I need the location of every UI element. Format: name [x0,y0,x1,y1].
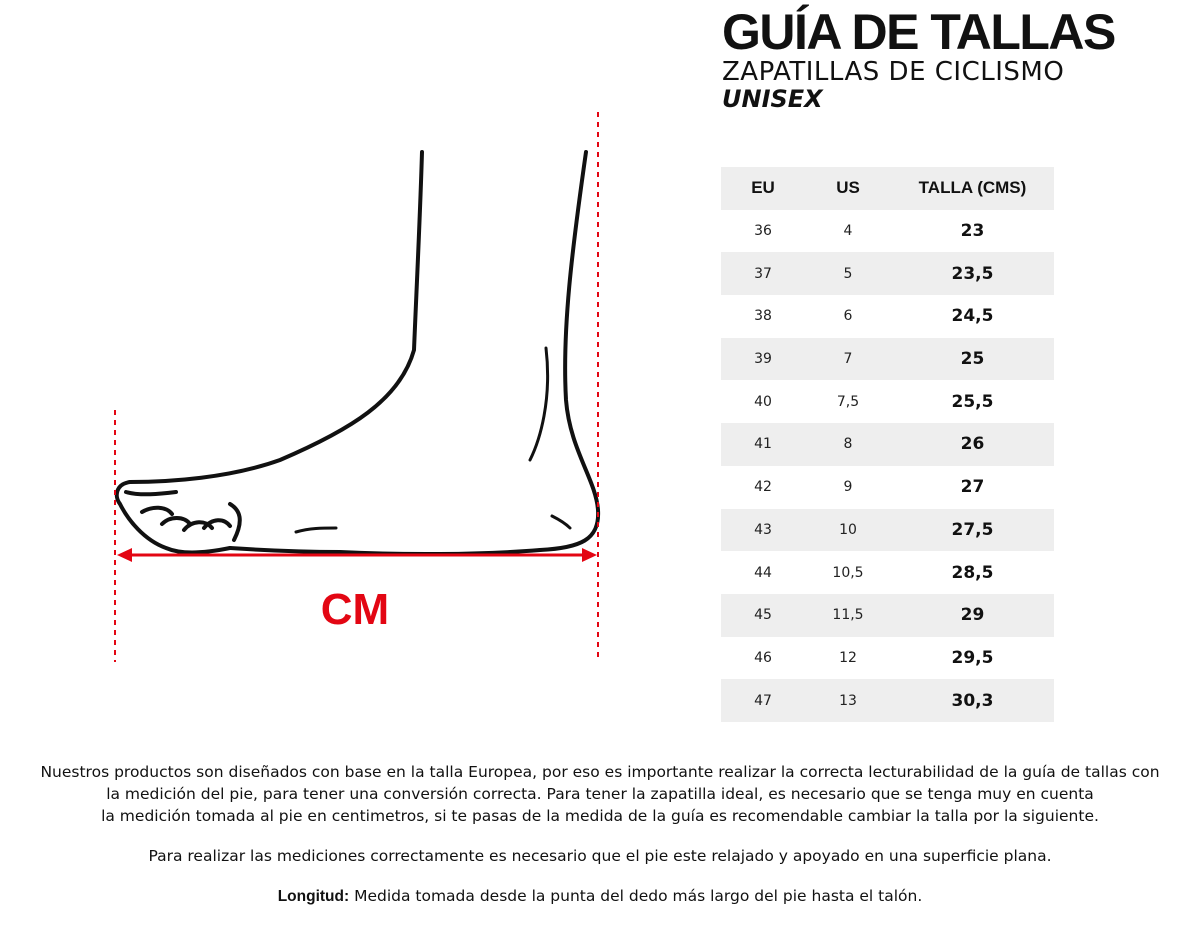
cell-eu: 42 [754,479,772,496]
cell-us: 6 [843,308,853,325]
table-row [721,295,1054,338]
cell-us: 10,5 [832,564,864,581]
cell-us: 8 [843,436,853,453]
cell-eu: 39 [754,351,772,368]
cell-eu: 37 [754,265,772,282]
cell-cms: 28,5 [951,562,994,583]
cell-eu: 38 [754,308,772,325]
cell-cms: 27,5 [951,519,994,540]
cell-us: 11,5 [832,607,864,624]
longitud-note [0,885,1200,908]
size-table [721,167,1054,722]
cell-us: 13 [839,692,857,709]
cell-cms: 26 [960,434,985,455]
table-row [721,466,1054,509]
table-row [721,423,1054,466]
cell-cms: 27 [960,477,985,498]
note-line: Nuestros productos son diseñados con base en la talla Europea, por eso es importante realizar la correcta lecturabilidad de la guía de tallas con [40,763,1160,781]
cell-eu: 45 [754,607,772,624]
cell-eu: 41 [754,436,772,453]
measure-label: CM [320,585,390,634]
cell-us: 7 [843,351,853,368]
cell-eu: 46 [754,649,772,666]
cell-eu: 43 [754,521,772,538]
page-title: GUÍA DE TALLAS [722,4,1115,60]
cell-us: 12 [839,649,857,666]
table-row [721,679,1054,722]
table-row [721,380,1054,423]
cell-cms: 29,5 [951,647,994,668]
longitud-label: Longitud: [277,888,350,905]
note-line: Para realizar las mediciones correctamente es necesario que el pie este relajado y apoyado en una superficie plana. [148,847,1052,865]
cell-us: 5 [843,265,853,282]
cell-eu: 36 [754,223,772,240]
cell-us: 7,5 [836,393,860,410]
column-header-us: US [836,178,860,198]
cell-cms: 30,3 [951,690,994,711]
table-row [721,252,1054,295]
cell-us: 9 [843,479,853,496]
table-row [721,594,1054,637]
unisex-tag: UNISEX [722,85,823,113]
table-row [721,637,1054,680]
cell-cms: 24,5 [951,306,994,327]
column-header-cms: TALLA (CMS) [918,178,1027,198]
table-row [721,338,1054,381]
table-row [721,210,1054,253]
cell-cms: 25 [960,349,985,370]
cell-eu: 47 [754,692,772,709]
note-line: la medición tomada al pie en centimetros, si te pasas de la medida de la guía es recomendable cambiar la talla por la siguiente. [101,807,1099,825]
cell-us: 10 [839,521,857,538]
column-header-eu: EU [751,178,775,198]
note-line: la medición del pie, para tener una conversión correcta. Para tener la zapatilla ideal, es necesario que se tenga muy en cuenta [106,785,1094,803]
cell-cms: 23 [960,221,985,242]
table-row [721,551,1054,594]
foot-outline-icon [117,152,598,554]
cell-eu: 44 [754,564,772,581]
cell-eu: 40 [754,393,772,410]
header [722,6,1115,112]
foot-measurement-illustration [100,100,620,670]
page-subtitle: ZAPATILLAS DE CICLISMO [722,57,1065,87]
cell-cms: 23,5 [951,263,994,284]
table-header-row [721,167,1054,210]
cell-us: 4 [843,223,853,240]
table-row [721,509,1054,552]
longitud-text: Medida tomada desde la punta del dedo más largo del pie hasta el talón. [349,887,923,905]
notes [0,761,1200,908]
cell-cms: 25,5 [951,391,994,412]
cell-cms: 29 [960,605,985,626]
